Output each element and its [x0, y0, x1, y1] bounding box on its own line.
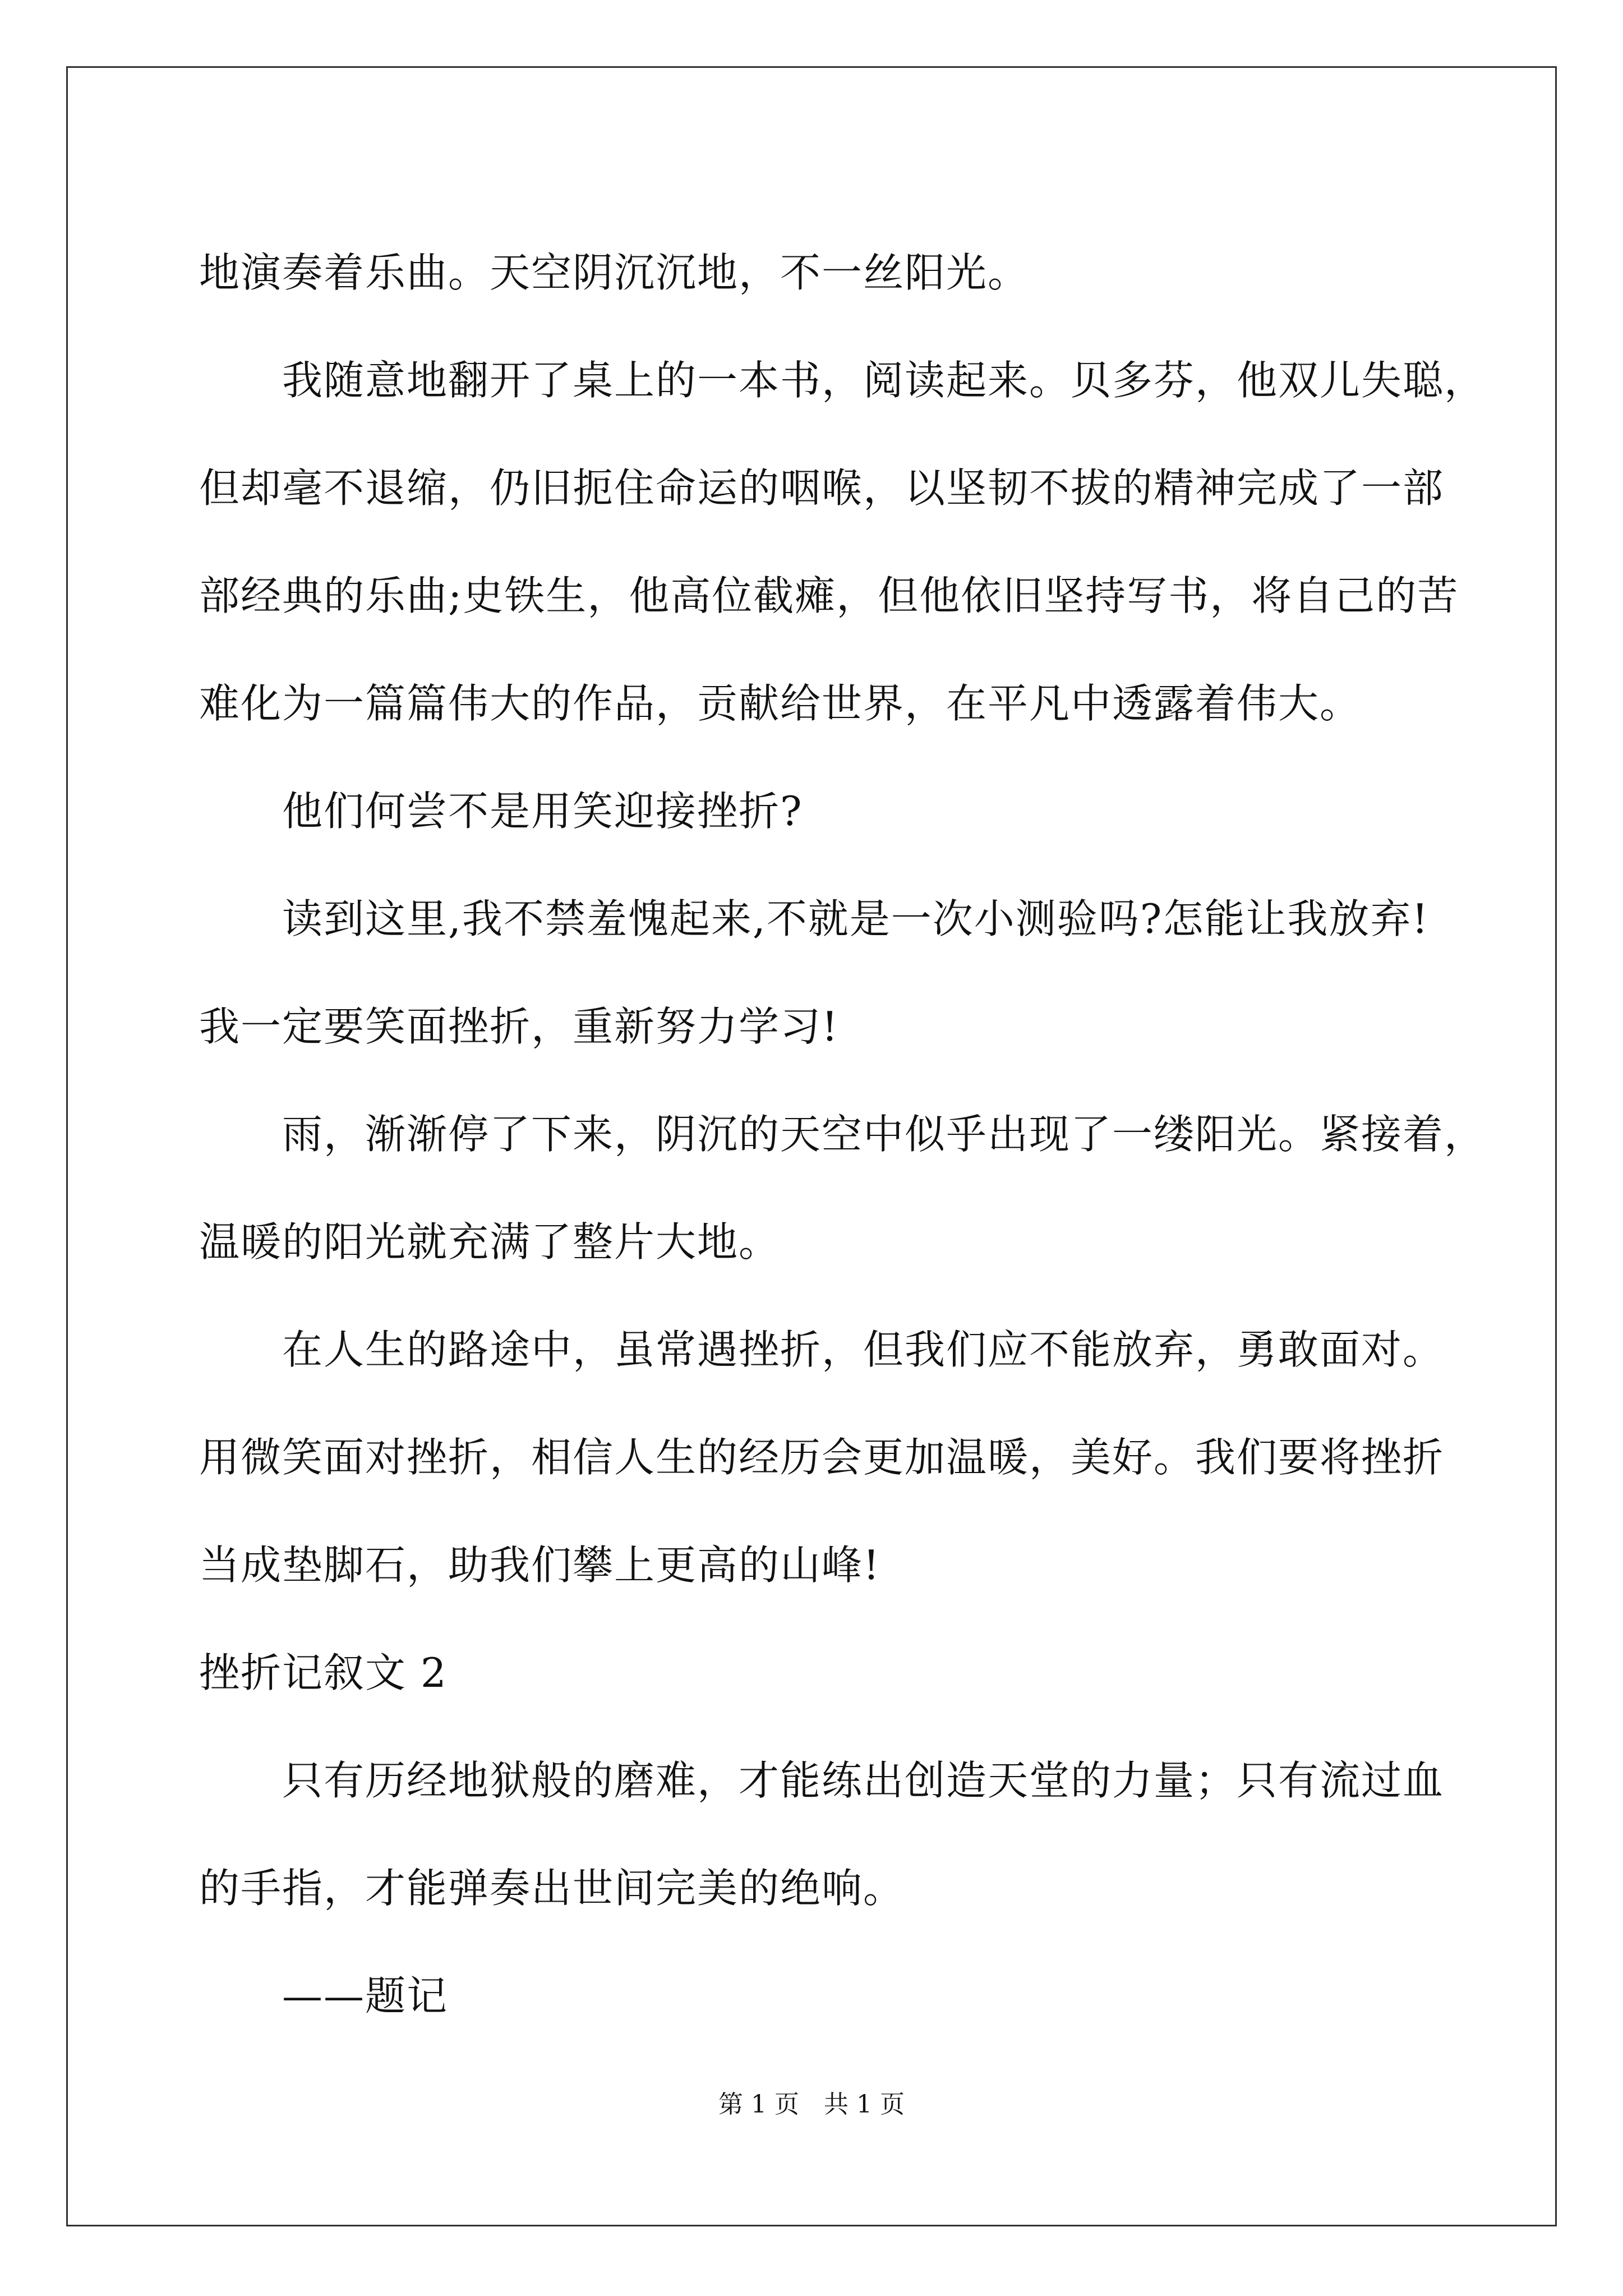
text-line: 我一定要笑面挫折，重新努力学习!: [199, 1003, 839, 1050]
text-line: 的手指，才能弹奏出世间完美的绝响。: [199, 1865, 905, 1912]
text-line: 用微笑面对挫折，相信人生的经历会更加温暖，美好。我们要将挫折: [199, 1434, 1445, 1481]
text-line: 只有历经地狱般的磨难，才能练出创造天堂的力量；只有流过血: [282, 1757, 1445, 1804]
text-line: 他们何尝不是用笑迎接挫折?: [282, 788, 803, 835]
text-line: 雨，渐渐停了下来，阴沉的天空中似乎出现了一缕阳光。紧接着，: [282, 1111, 1486, 1158]
document-body: [199, 219, 1486, 2050]
text-line: 难化为一篇篇伟大的作品，贡献给世界，在平凡中透露着伟大。: [199, 680, 1362, 727]
text-line: 读到这里,我不禁羞愧起来,不就是一次小测验吗?怎能让我放弃!: [282, 895, 1430, 942]
text-line: 当成垫脚石，助我们攀上更高的山峰!: [199, 1542, 880, 1589]
page-footer: 第 1 页 共 1 页: [718, 2090, 905, 2119]
text-line: 地演奏着乐曲。天空阴沉沉地，不一丝阳光。: [199, 249, 1030, 296]
text-line: ——题记: [282, 1972, 449, 2019]
text-line: 我随意地翻开了桌上的一本书，阅读起来。贝多芬，他双儿失聪，: [282, 357, 1486, 404]
text-line: 温暖的阳光就充满了整片大地。: [199, 1218, 781, 1266]
text-line: 部经典的乐曲;史铁生，他高位截瘫，但他依旧坚持写书，将自己的苦: [199, 572, 1459, 619]
text-line: 在人生的路途中，虽常遇挫折，但我们应不能放弃，勇敢面对。: [282, 1326, 1445, 1373]
section-heading: 挫折记叙文 2: [199, 1649, 448, 1696]
text-line: 但却毫不退缩，仍旧扼住命运的咽喉，以坚韧不拔的精神完成了一部: [199, 464, 1445, 512]
